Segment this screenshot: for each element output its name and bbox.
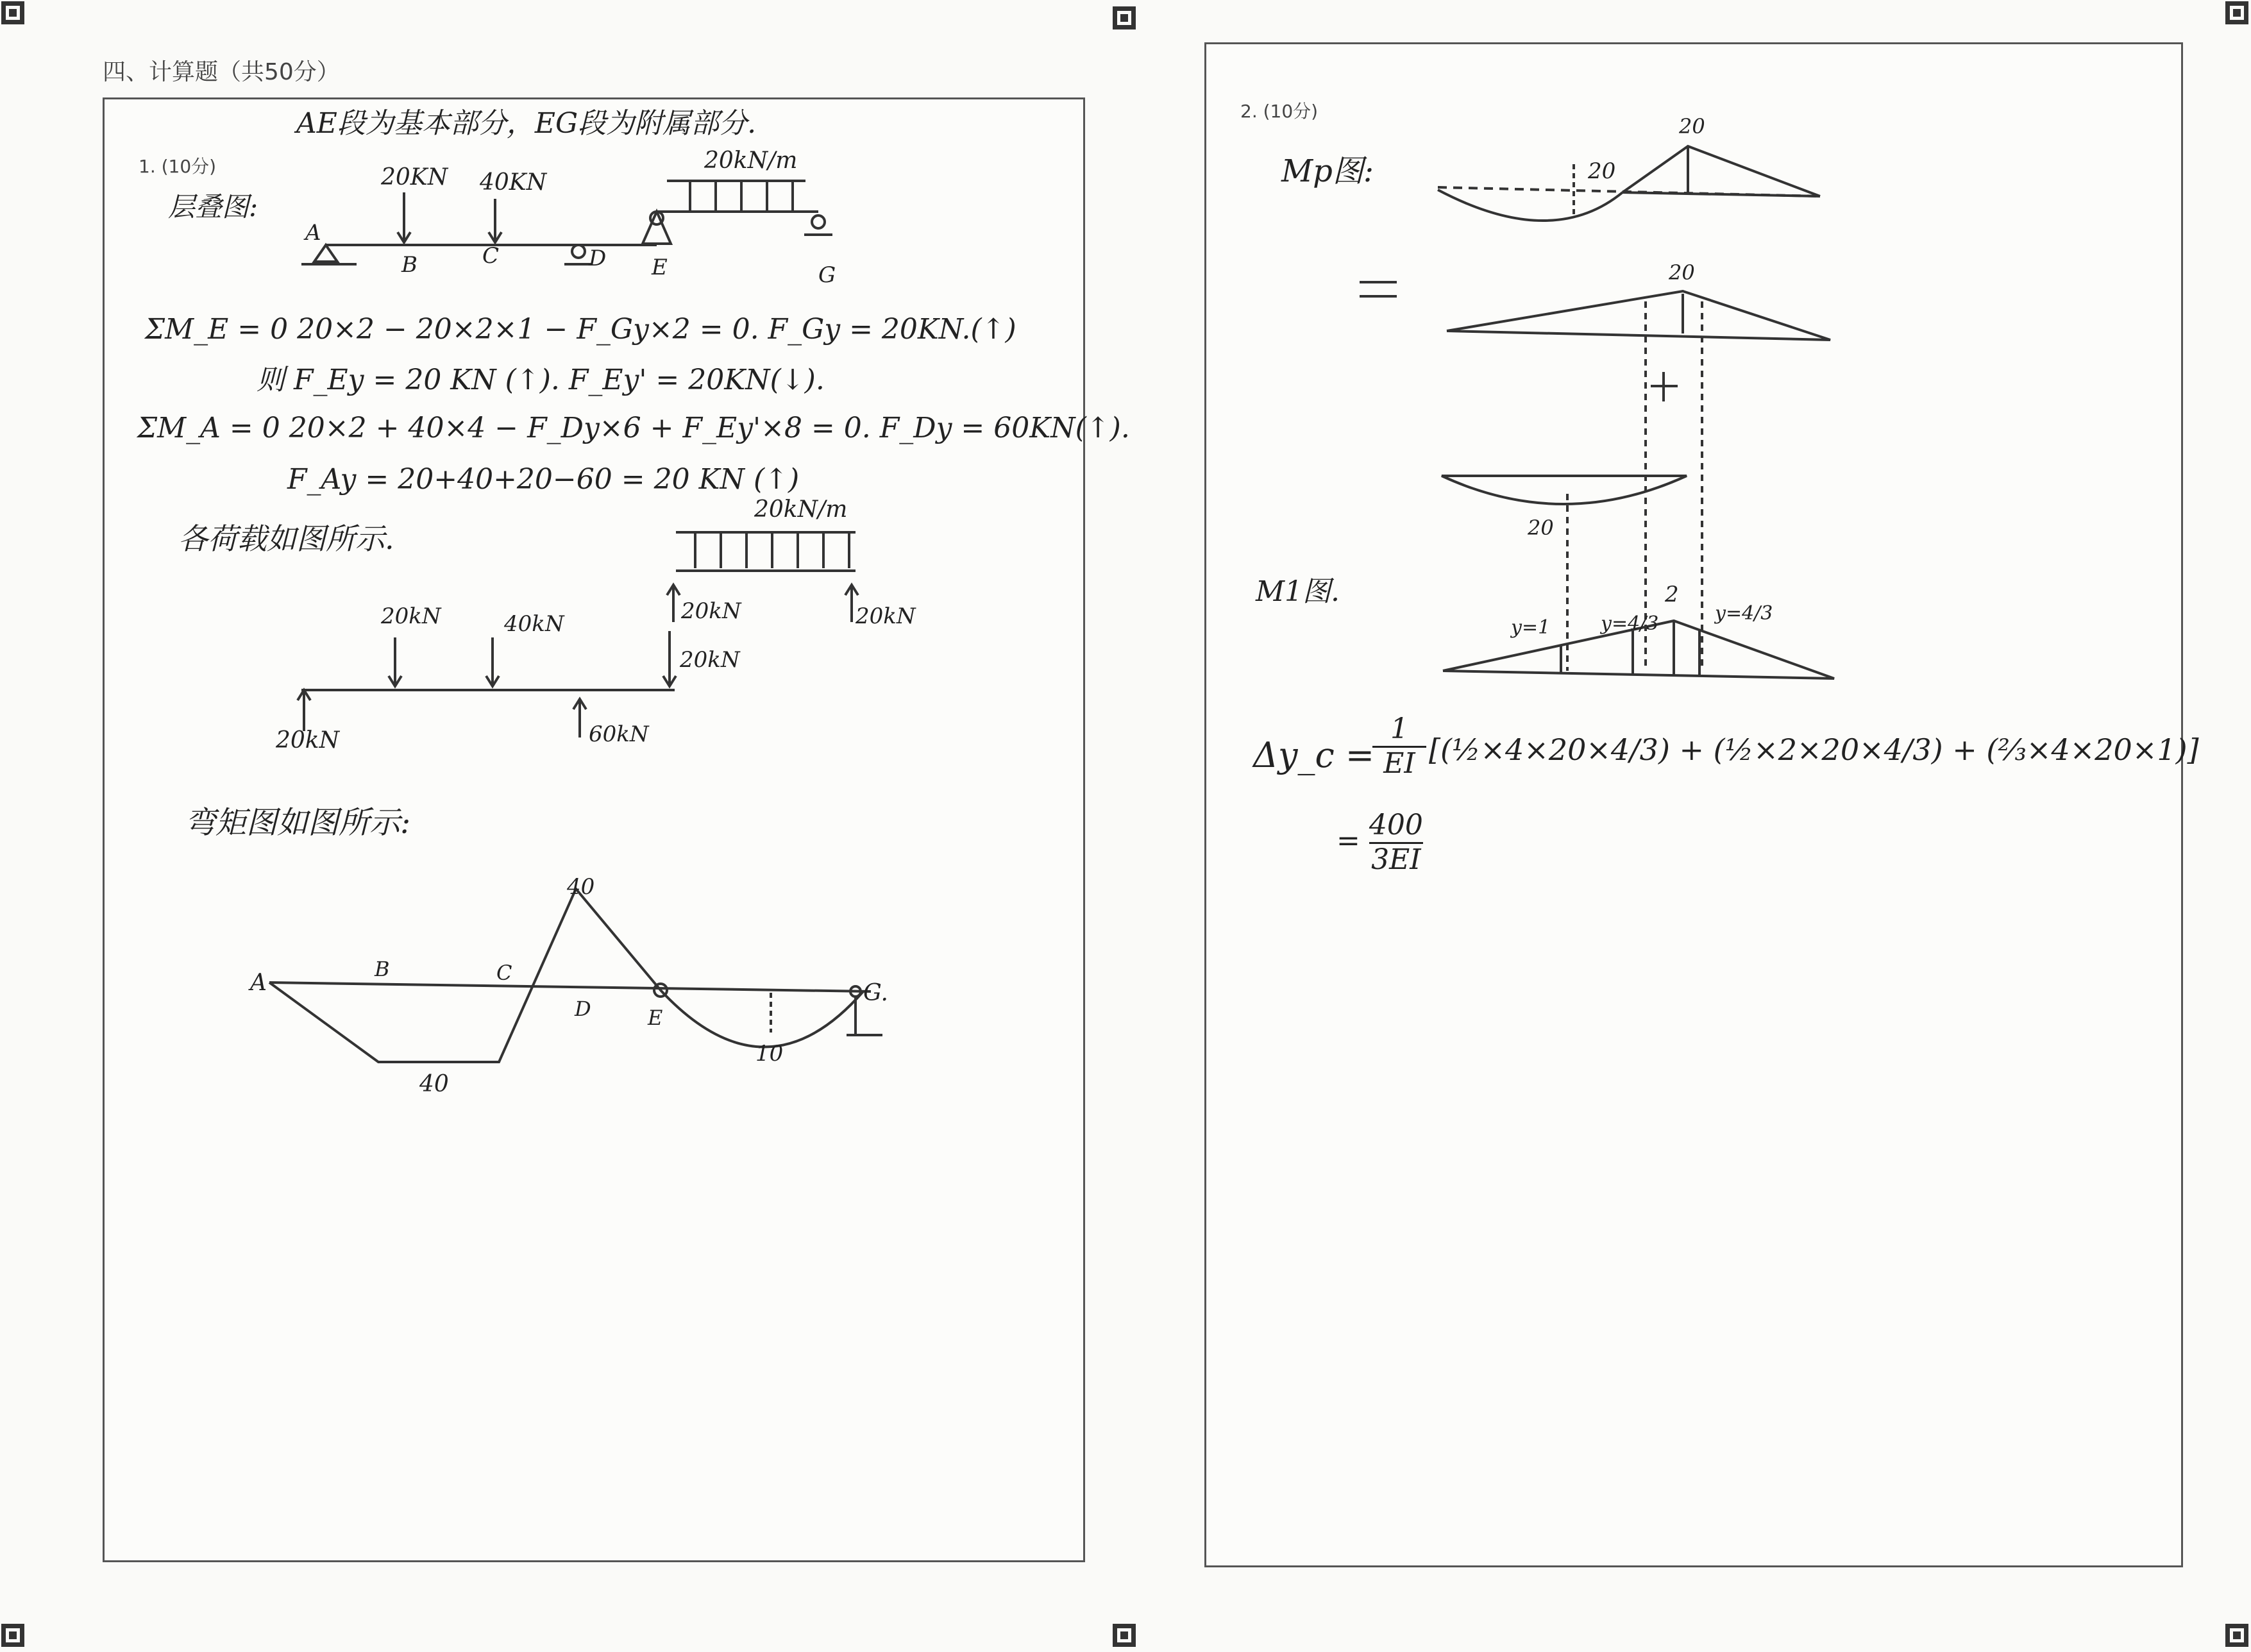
q1-equation-2: 则 F_Ey = 20 KN (↑). F_Ey' = 20KN(↓). [257, 364, 825, 396]
q1-load2-label: 40KN [480, 169, 547, 196]
q2-delta-lhs: Δy_c = [1253, 735, 1375, 775]
q2-mp-tri [1623, 146, 1820, 196]
q1-hierarchy-label: 层叠图: [168, 191, 258, 223]
q1-moment-c: C [496, 961, 512, 985]
q1-fbd-20kn-label: 20kN [381, 603, 441, 629]
q1-hinge-e [643, 212, 671, 244]
q1-moment-b: B [375, 957, 390, 981]
q1-equation-4: F_Ay = 20+40+20−60 = 20 KN (↑) [287, 463, 800, 496]
q2-m1-y1: y=1 [1511, 616, 1551, 639]
q2-delta-frac-den: EI [1383, 746, 1415, 780]
q2-number: 2. (10分) [1240, 101, 1319, 122]
q2-m1-y2: y=4/3 [1601, 612, 1659, 635]
q1-moment-g: G. [863, 980, 888, 1006]
q1-node-g: G [818, 262, 836, 288]
q2-result-eq: = [1336, 824, 1369, 857]
q1-node-c: C [482, 243, 500, 269]
q1-node-a: A [305, 220, 321, 246]
q2-delta-terms: [(½×4×20×4/3) + (½×2×20×4/3) + (⅔×4×20×1)] [1429, 732, 2199, 767]
q1-fbd-40kn-label: 40kN [504, 611, 564, 637]
q2-m1-y3: y=4/3 [1715, 602, 1773, 625]
q1-node-d: D [589, 246, 607, 271]
q2-tri [1447, 291, 1830, 340]
q1-node-b: B [401, 252, 417, 278]
q1-moment-eg-parabola [661, 990, 863, 1047]
q1-fbd-e-up-label: 20kN [681, 598, 741, 624]
q1-number: 1. (10分) [139, 156, 217, 177]
q2-mp-arrow-label: 20 [1588, 158, 1616, 184]
q1-equation-1: ΣM_E = 0 20×2 − 20×2×1 − F_Gy×2 = 0. F_Gy = 20KN.(↑) [145, 313, 1016, 346]
q1-fbd-g-up-label: 20kN [856, 603, 916, 629]
q2-m1-label: M1图. [1256, 575, 1340, 608]
q1-loads-note: 各荷载如图所示. [178, 521, 394, 556]
q1-moment-note: 弯矩图如图所示: [185, 805, 411, 841]
q1-moment-peak: 40 [567, 874, 595, 900]
q2-mp-sag [1438, 190, 1623, 221]
q2-mp-top: 20 [1679, 114, 1705, 139]
q1-moment-bottom: 40 [419, 1071, 449, 1097]
section-title: 四、计算题（共50分） [103, 59, 340, 85]
q1-basic-part-note: AE段为基本部分，EG段为附属部分. [296, 107, 757, 140]
q2-parab-label: 20 [1528, 516, 1554, 540]
q1-moment-a: A [250, 970, 267, 996]
q1-support-d [572, 245, 585, 258]
q2-m1-2: 2 [1665, 582, 1679, 607]
q2-result-num: 400 [1369, 809, 1423, 844]
q1-fbd-d-react-label: 60kN [589, 721, 649, 747]
q1-support-g [812, 215, 825, 228]
q1-fbd-a-react-label: 20kN [276, 727, 340, 754]
q1-fbd-dist-label: 20kN/m [754, 496, 848, 523]
q2-result-den: 3EI [1371, 843, 1421, 876]
q1-node-e: E [652, 255, 668, 280]
q2-parabola [1442, 476, 1687, 504]
q2-mp-label: Mp图: [1281, 153, 1374, 189]
q1-equation-3: ΣM_A = 0 20×2 + 40×4 − F_Dy×6 + F_Ey'×8 = 0. F_Dy = 60KN(↑). [137, 412, 1130, 444]
q2-tri-top: 20 [1669, 260, 1695, 285]
q1-moment-e: E [648, 1006, 663, 1030]
q1-support-a [314, 245, 337, 262]
q1-moment-d: D [575, 997, 591, 1021]
q1-moment-sag: 10 [755, 1041, 784, 1066]
q2-delta-frac-num: 1 [1372, 713, 1426, 748]
q1-moment-axis [269, 982, 871, 991]
q1-dist-load-label: 20kN/m [704, 148, 798, 174]
q1-moment-ac [269, 889, 661, 1062]
q1-load1-label: 20KN [381, 164, 448, 190]
q1-fbd-e-down-label: 20kN [680, 647, 740, 673]
